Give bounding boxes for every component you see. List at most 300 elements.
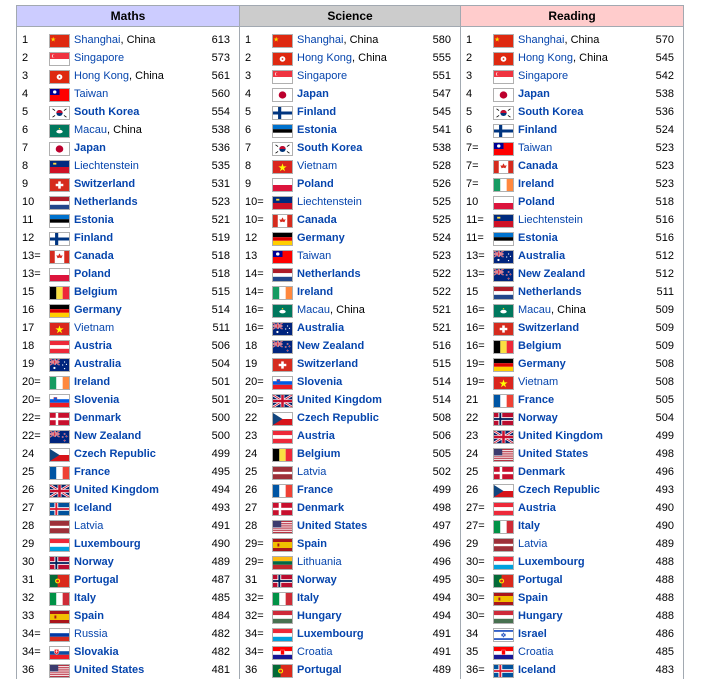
country-name[interactable]: Switzerland <box>297 358 359 370</box>
country-name[interactable]: South Korea <box>518 106 584 118</box>
country-name[interactable]: Singapore <box>297 70 348 82</box>
country-link[interactable] <box>297 553 342 571</box>
denmark-flag-icon[interactable] <box>49 412 70 426</box>
spain-flag-icon[interactable] <box>272 538 293 552</box>
country-name[interactable]: Taiwan <box>297 250 332 262</box>
country-link[interactable] <box>297 445 340 463</box>
singapore-flag-icon[interactable] <box>49 52 70 66</box>
country-name[interactable]: Australia <box>74 358 122 370</box>
country-link[interactable] <box>74 463 110 481</box>
country-link[interactable] <box>74 265 111 283</box>
portugal-flag-icon[interactable] <box>272 664 293 678</box>
country-name[interactable]: Finland <box>297 106 337 118</box>
australia-flag-icon[interactable] <box>493 250 514 264</box>
czech-republic-flag-icon[interactable] <box>49 448 70 462</box>
country-link[interactable] <box>74 535 141 553</box>
country-link[interactable] <box>518 391 554 409</box>
country-name[interactable]: Australia <box>518 250 566 262</box>
country-link[interactable] <box>518 139 552 157</box>
country-name[interactable]: Vietnam <box>518 376 559 388</box>
country-link[interactable] <box>297 535 327 553</box>
taiwan-flag-icon[interactable] <box>49 88 70 102</box>
country-link[interactable] <box>518 103 583 121</box>
belgium-flag-icon[interactable] <box>272 448 293 462</box>
country-name[interactable]: Liechtenstein <box>74 160 139 172</box>
italy-flag-icon[interactable] <box>49 592 70 606</box>
italy-flag-icon[interactable] <box>272 592 293 606</box>
country-link[interactable] <box>518 175 554 193</box>
netherlands-flag-icon[interactable] <box>272 268 293 282</box>
country-link[interactable] <box>297 319 344 337</box>
country-name[interactable]: Spain <box>74 610 104 622</box>
spain-flag-icon[interactable] <box>49 610 70 624</box>
country-name[interactable]: New Zealand <box>518 268 586 280</box>
country-name[interactable]: New Zealand <box>74 430 142 442</box>
germany-flag-icon[interactable] <box>49 304 70 318</box>
south-korea-flag-icon[interactable] <box>49 106 70 120</box>
country-name[interactable]: Luxembourg <box>518 556 585 568</box>
country-name[interactable]: Slovenia <box>297 376 343 388</box>
croatia-flag-icon[interactable] <box>493 646 514 660</box>
country-link[interactable] <box>297 373 342 391</box>
china-flag-icon[interactable] <box>493 34 514 48</box>
country-link[interactable] <box>74 211 114 229</box>
country-name[interactable]: Italy <box>74 592 97 604</box>
country-name[interactable]: Hong Kong <box>518 52 574 64</box>
new-zealand-flag-icon[interactable] <box>49 430 70 444</box>
country-link[interactable] <box>74 445 156 463</box>
country-link[interactable] <box>74 481 159 499</box>
country-link[interactable] <box>297 175 334 193</box>
austria-flag-icon[interactable] <box>49 340 70 354</box>
country-name[interactable]: Estonia <box>74 214 114 226</box>
liechtenstein-flag-icon[interactable] <box>49 160 70 174</box>
japan-flag-icon[interactable] <box>49 142 70 156</box>
vietnam-flag-icon[interactable] <box>272 160 293 174</box>
country-name[interactable]: Portugal <box>297 664 342 676</box>
country-name[interactable]: Austria <box>518 502 556 514</box>
taiwan-flag-icon[interactable] <box>493 142 514 156</box>
country-name[interactable]: Australia <box>297 322 345 334</box>
country-name[interactable]: Luxembourg <box>74 538 141 550</box>
country-name[interactable]: Shanghai <box>297 34 344 46</box>
israel-flag-icon[interactable] <box>493 628 514 642</box>
hungary-flag-icon[interactable] <box>272 610 293 624</box>
country-link[interactable] <box>518 661 556 679</box>
country-link[interactable] <box>74 661 144 679</box>
country-name[interactable]: Denmark <box>518 466 566 478</box>
country-name[interactable]: Croatia <box>297 646 333 658</box>
country-name[interactable]: Israel <box>518 628 547 640</box>
country-name[interactable]: Liechtenstein <box>297 196 362 208</box>
latvia-flag-icon[interactable] <box>49 520 70 534</box>
denmark-flag-icon[interactable] <box>272 502 293 516</box>
country-link[interactable] <box>297 31 378 49</box>
country-name[interactable]: Japan <box>518 88 550 100</box>
country-name[interactable]: Spain <box>297 538 327 550</box>
country-name[interactable]: Finland <box>518 124 558 136</box>
country-name[interactable]: Macau <box>297 304 331 316</box>
country-link[interactable] <box>518 445 588 463</box>
country-link[interactable] <box>297 265 361 283</box>
country-link[interactable] <box>518 121 557 139</box>
norway-flag-icon[interactable] <box>49 556 70 570</box>
country-name[interactable]: Hungary <box>518 610 563 622</box>
country-name[interactable]: Poland <box>297 178 334 190</box>
country-link[interactable] <box>297 85 329 103</box>
finland-flag-icon[interactable] <box>49 232 70 246</box>
country-name[interactable]: Czech Republic <box>518 484 600 496</box>
country-link[interactable] <box>518 535 547 553</box>
country-link[interactable] <box>74 589 96 607</box>
country-name[interactable]: Taiwan <box>74 88 109 100</box>
country-name[interactable]: United Kingdom <box>518 430 603 442</box>
country-link[interactable] <box>74 247 114 265</box>
country-link[interactable] <box>74 625 108 643</box>
italy-flag-icon[interactable] <box>493 520 514 534</box>
country-name[interactable]: Germany <box>297 232 345 244</box>
country-name[interactable]: Slovenia <box>74 394 120 406</box>
country-link[interactable] <box>74 643 119 661</box>
germany-flag-icon[interactable] <box>272 232 293 246</box>
macau-flag-icon[interactable] <box>493 304 514 318</box>
country-link[interactable] <box>74 517 103 535</box>
country-link[interactable] <box>297 571 337 589</box>
country-link[interactable] <box>518 31 599 49</box>
country-name[interactable]: Austria <box>74 340 112 352</box>
slovenia-flag-icon[interactable] <box>49 394 70 408</box>
ireland-flag-icon[interactable] <box>49 376 70 390</box>
country-name[interactable]: Netherlands <box>74 196 138 208</box>
country-name[interactable]: Liechtenstein <box>518 214 583 226</box>
country-name[interactable]: South Korea <box>74 106 140 118</box>
country-link[interactable] <box>518 355 566 373</box>
country-name[interactable]: Croatia <box>518 646 554 658</box>
country-link[interactable] <box>74 373 110 391</box>
belgium-flag-icon[interactable] <box>493 340 514 354</box>
lithuania-flag-icon[interactable] <box>272 556 293 570</box>
new-zealand-flag-icon[interactable] <box>493 268 514 282</box>
norway-flag-icon[interactable] <box>493 412 514 426</box>
country-link[interactable] <box>74 229 113 247</box>
country-link[interactable] <box>518 499 556 517</box>
country-link[interactable] <box>297 481 333 499</box>
netherlands-flag-icon[interactable] <box>493 286 514 300</box>
latvia-flag-icon[interactable] <box>493 538 514 552</box>
country-link[interactable] <box>74 301 122 319</box>
luxembourg-flag-icon[interactable] <box>493 556 514 570</box>
singapore-flag-icon[interactable] <box>272 70 293 84</box>
switzerland-flag-icon[interactable] <box>493 322 514 336</box>
south-korea-flag-icon[interactable] <box>272 142 293 156</box>
country-name[interactable]: Vietnam <box>74 322 115 334</box>
country-name[interactable]: Germany <box>74 304 122 316</box>
japan-flag-icon[interactable] <box>272 88 293 102</box>
country-name[interactable]: Netherlands <box>518 286 582 298</box>
poland-flag-icon[interactable] <box>272 178 293 192</box>
country-link[interactable] <box>518 409 558 427</box>
country-link[interactable] <box>297 157 337 175</box>
country-link[interactable] <box>297 337 364 355</box>
country-link[interactable] <box>74 337 112 355</box>
country-link[interactable] <box>297 67 347 85</box>
latvia-flag-icon[interactable] <box>272 466 293 480</box>
country-name[interactable]: Denmark <box>297 502 345 514</box>
country-link[interactable] <box>518 481 600 499</box>
country-link[interactable] <box>297 409 379 427</box>
country-name[interactable]: Latvia <box>297 466 327 478</box>
united-states-flag-icon[interactable] <box>49 664 70 678</box>
country-link[interactable] <box>297 103 336 121</box>
country-link[interactable] <box>297 499 344 517</box>
country-name[interactable]: Canada <box>518 160 558 172</box>
liechtenstein-flag-icon[interactable] <box>493 214 514 228</box>
country-link[interactable] <box>74 355 121 373</box>
country-link[interactable] <box>518 643 553 661</box>
country-name[interactable]: Netherlands <box>297 268 361 280</box>
country-link[interactable] <box>74 319 114 337</box>
estonia-flag-icon[interactable] <box>49 214 70 228</box>
poland-flag-icon[interactable] <box>49 268 70 282</box>
country-link[interactable] <box>74 103 139 121</box>
country-link[interactable] <box>74 283 117 301</box>
country-name[interactable]: Estonia <box>518 232 558 244</box>
country-link[interactable] <box>297 139 362 157</box>
country-name[interactable]: United States <box>518 448 589 460</box>
country-link[interactable] <box>518 229 558 247</box>
hong-kong-flag-icon[interactable] <box>493 52 514 66</box>
country-link[interactable] <box>518 265 585 283</box>
croatia-flag-icon[interactable] <box>272 646 293 660</box>
country-name[interactable]: France <box>518 394 555 406</box>
country-name[interactable]: South Korea <box>297 142 363 154</box>
country-name[interactable]: Japan <box>74 142 106 154</box>
country-link[interactable] <box>518 247 565 265</box>
switzerland-flag-icon[interactable] <box>49 178 70 192</box>
spain-flag-icon[interactable] <box>493 592 514 606</box>
country-name[interactable]: Finland <box>74 232 114 244</box>
country-name[interactable]: United Kingdom <box>74 484 159 496</box>
country-name[interactable]: Denmark <box>74 412 122 424</box>
country-link[interactable] <box>518 85 550 103</box>
slovenia-flag-icon[interactable] <box>272 376 293 390</box>
netherlands-flag-icon[interactable] <box>49 196 70 210</box>
canada-flag-icon[interactable] <box>49 250 70 264</box>
country-link[interactable] <box>74 499 112 517</box>
country-link[interactable] <box>297 121 337 139</box>
country-name[interactable]: Ireland <box>518 178 555 190</box>
iceland-flag-icon[interactable] <box>493 664 514 678</box>
country-name[interactable]: Taiwan <box>518 142 553 154</box>
australia-flag-icon[interactable] <box>272 322 293 336</box>
country-link[interactable] <box>518 571 563 589</box>
finland-flag-icon[interactable] <box>493 124 514 138</box>
ireland-flag-icon[interactable] <box>493 178 514 192</box>
switzerland-flag-icon[interactable] <box>272 358 293 372</box>
france-flag-icon[interactable] <box>493 394 514 408</box>
finland-flag-icon[interactable] <box>272 106 293 120</box>
country-link[interactable] <box>74 157 139 175</box>
canada-flag-icon[interactable] <box>493 160 514 174</box>
country-link[interactable] <box>518 157 558 175</box>
country-name[interactable]: Austria <box>297 430 335 442</box>
australia-flag-icon[interactable] <box>49 358 70 372</box>
country-name[interactable]: Italy <box>518 520 541 532</box>
country-link[interactable] <box>297 661 342 679</box>
country-name[interactable]: Spain <box>518 592 548 604</box>
country-name[interactable]: United Kingdom <box>297 394 382 406</box>
country-link[interactable] <box>518 553 585 571</box>
country-link[interactable] <box>518 283 582 301</box>
country-link[interactable] <box>297 391 382 409</box>
country-link[interactable] <box>518 49 608 67</box>
country-link[interactable] <box>297 625 364 643</box>
country-link[interactable] <box>297 283 333 301</box>
country-name[interactable]: Italy <box>297 592 320 604</box>
vietnam-flag-icon[interactable] <box>49 322 70 336</box>
country-link[interactable] <box>74 553 114 571</box>
country-name[interactable]: Hong Kong <box>74 70 130 82</box>
country-link[interactable] <box>74 409 121 427</box>
country-name[interactable]: Ireland <box>74 376 111 388</box>
austria-flag-icon[interactable] <box>272 430 293 444</box>
country-name[interactable]: Slovakia <box>74 646 119 658</box>
portugal-flag-icon[interactable] <box>493 574 514 588</box>
estonia-flag-icon[interactable] <box>493 232 514 246</box>
country-link[interactable] <box>74 85 108 103</box>
country-link[interactable] <box>74 121 142 139</box>
south-korea-flag-icon[interactable] <box>493 106 514 120</box>
vietnam-flag-icon[interactable] <box>493 376 514 390</box>
country-link[interactable] <box>297 589 319 607</box>
country-link[interactable] <box>518 211 583 229</box>
country-link[interactable] <box>518 463 565 481</box>
country-link[interactable] <box>74 175 135 193</box>
singapore-flag-icon[interactable] <box>493 70 514 84</box>
country-name[interactable]: Hong Kong <box>297 52 353 64</box>
country-name[interactable]: Ireland <box>297 286 334 298</box>
country-link[interactable] <box>518 427 603 445</box>
poland-flag-icon[interactable] <box>493 196 514 210</box>
country-name[interactable]: United States <box>297 520 368 532</box>
country-name[interactable]: Belgium <box>297 448 341 460</box>
country-link[interactable] <box>74 49 124 67</box>
slovakia-flag-icon[interactable] <box>49 646 70 660</box>
country-name[interactable]: Macau <box>518 304 552 316</box>
country-name[interactable]: Canada <box>74 250 114 262</box>
country-link[interactable] <box>297 301 365 319</box>
united-kingdom-flag-icon[interactable] <box>272 394 293 408</box>
country-name[interactable]: Japan <box>297 88 329 100</box>
country-link[interactable] <box>518 517 540 535</box>
country-link[interactable] <box>297 247 331 265</box>
united-kingdom-flag-icon[interactable] <box>493 430 514 444</box>
austria-flag-icon[interactable] <box>493 502 514 516</box>
country-name[interactable]: Switzerland <box>518 322 580 334</box>
new-zealand-flag-icon[interactable] <box>272 340 293 354</box>
country-link[interactable] <box>297 49 387 67</box>
country-link[interactable] <box>74 427 141 445</box>
country-name[interactable]: Norway <box>74 556 114 568</box>
czech-republic-flag-icon[interactable] <box>493 484 514 498</box>
country-link[interactable] <box>518 625 547 643</box>
country-name[interactable]: New Zealand <box>297 340 365 352</box>
china-flag-icon[interactable] <box>272 34 293 48</box>
country-link[interactable] <box>74 67 164 85</box>
country-link[interactable] <box>518 193 555 211</box>
country-link[interactable] <box>74 139 106 157</box>
country-link[interactable] <box>518 373 558 391</box>
macau-flag-icon[interactable] <box>49 124 70 138</box>
country-name[interactable]: Poland <box>74 268 111 280</box>
country-name[interactable]: France <box>74 466 111 478</box>
hong-kong-flag-icon[interactable] <box>49 70 70 84</box>
country-name[interactable]: Canada <box>297 214 337 226</box>
belgium-flag-icon[interactable] <box>49 286 70 300</box>
country-name[interactable]: Iceland <box>518 664 556 676</box>
country-name[interactable]: Switzerland <box>74 178 136 190</box>
czech-republic-flag-icon[interactable] <box>272 412 293 426</box>
hungary-flag-icon[interactable] <box>493 610 514 624</box>
luxembourg-flag-icon[interactable] <box>272 628 293 642</box>
country-name[interactable]: Portugal <box>518 574 563 586</box>
country-name[interactable]: Belgium <box>74 286 118 298</box>
country-link[interactable] <box>297 427 335 445</box>
japan-flag-icon[interactable] <box>493 88 514 102</box>
country-link[interactable] <box>518 319 579 337</box>
country-name[interactable]: Macau <box>74 124 108 136</box>
country-link[interactable] <box>74 391 119 409</box>
country-name[interactable]: Latvia <box>74 520 104 532</box>
macau-flag-icon[interactable] <box>272 304 293 318</box>
china-flag-icon[interactable] <box>49 34 70 48</box>
country-name[interactable]: Czech Republic <box>74 448 156 460</box>
country-name[interactable]: Czech Republic <box>297 412 379 424</box>
country-link[interactable] <box>297 607 342 625</box>
country-link[interactable] <box>297 463 326 481</box>
country-link[interactable] <box>297 211 337 229</box>
country-link[interactable] <box>297 355 358 373</box>
country-name[interactable]: Singapore <box>518 70 569 82</box>
canada-flag-icon[interactable] <box>272 214 293 228</box>
country-name[interactable]: Poland <box>518 196 555 208</box>
country-name[interactable]: Luxembourg <box>297 628 364 640</box>
country-link[interactable] <box>297 517 367 535</box>
country-name[interactable]: Hungary <box>297 610 342 622</box>
ireland-flag-icon[interactable] <box>272 286 293 300</box>
country-link[interactable] <box>518 67 568 85</box>
denmark-flag-icon[interactable] <box>493 466 514 480</box>
norway-flag-icon[interactable] <box>272 574 293 588</box>
estonia-flag-icon[interactable] <box>272 124 293 138</box>
france-flag-icon[interactable] <box>49 466 70 480</box>
country-name[interactable]: Norway <box>518 412 558 424</box>
country-name[interactable]: Germany <box>518 358 566 370</box>
united-kingdom-flag-icon[interactable] <box>49 484 70 498</box>
france-flag-icon[interactable] <box>272 484 293 498</box>
hong-kong-flag-icon[interactable] <box>272 52 293 66</box>
united-states-flag-icon[interactable] <box>493 448 514 462</box>
germany-flag-icon[interactable] <box>493 358 514 372</box>
country-name[interactable]: Belgium <box>518 340 562 352</box>
country-name[interactable]: Portugal <box>74 574 119 586</box>
country-name[interactable]: Norway <box>297 574 337 586</box>
country-name[interactable]: United States <box>74 664 145 676</box>
country-name[interactable]: Vietnam <box>297 160 338 172</box>
country-link[interactable] <box>74 193 138 211</box>
country-link[interactable] <box>74 31 155 49</box>
country-link[interactable] <box>74 607 104 625</box>
